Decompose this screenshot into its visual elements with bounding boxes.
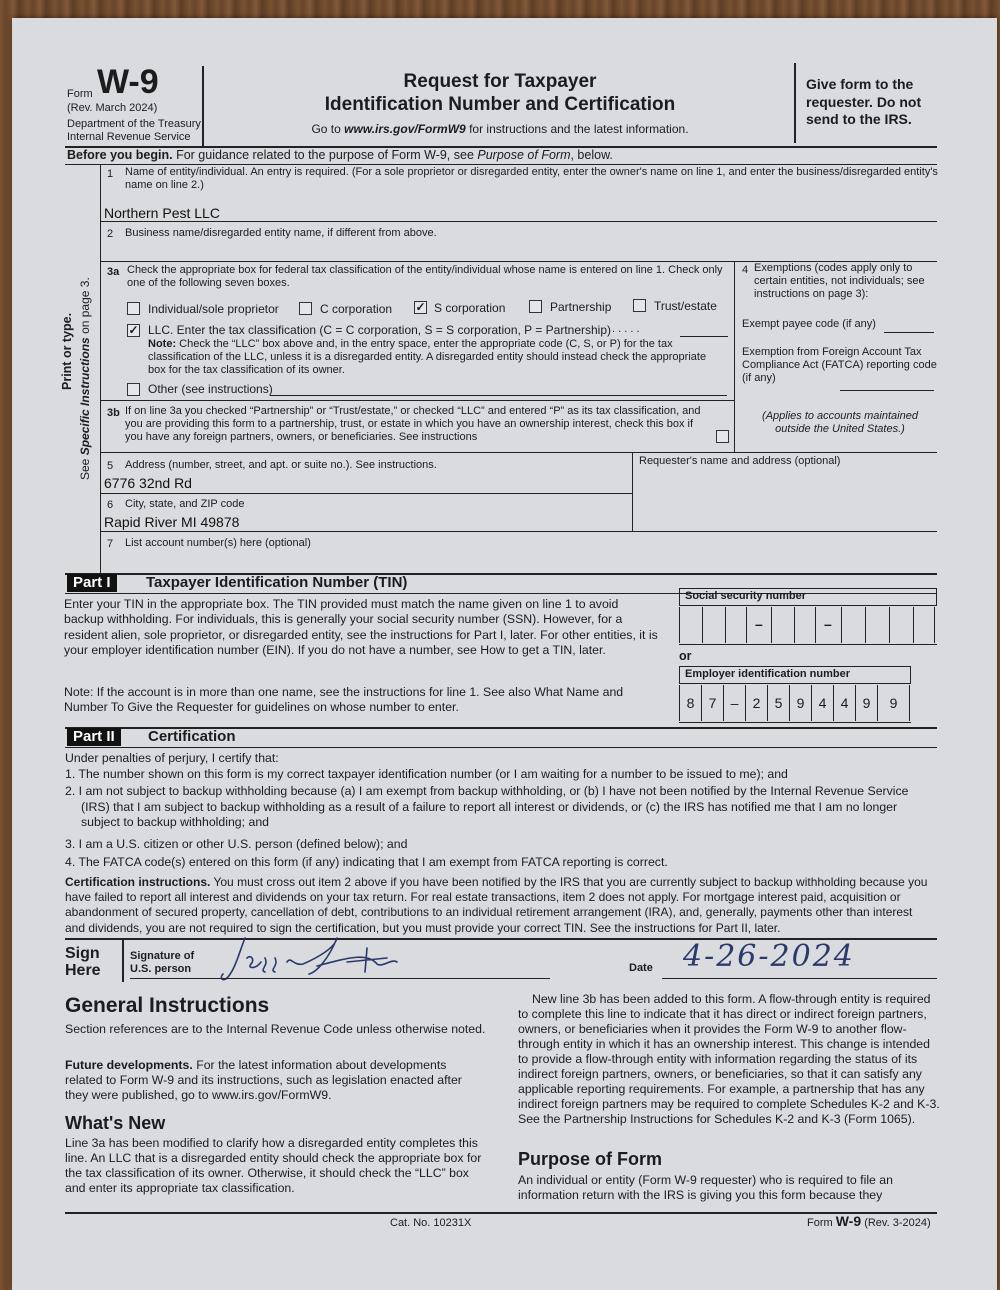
other-entry-field[interactable] bbox=[270, 395, 727, 396]
llc-classification-field[interactable] bbox=[680, 336, 728, 337]
line2-business-name-field[interactable] bbox=[104, 241, 934, 259]
foreign-partners-checkbox[interactable] bbox=[716, 430, 729, 443]
ein-digit: 4 bbox=[833, 685, 855, 721]
ssn-digit-box bbox=[679, 607, 701, 643]
signature-label-2: U.S. person bbox=[130, 963, 192, 975]
exemptions-label: Exemptions (codes apply only to certain entities, not individuals; see instructions on page 3): bbox=[754, 262, 925, 300]
form-label: Form bbox=[67, 88, 93, 100]
before-begin-text: For guidance related to the purpose of Form W-9, see bbox=[176, 148, 474, 162]
line3b-number: 3b bbox=[107, 407, 120, 419]
ein-label: Employer identification number bbox=[685, 668, 851, 680]
goto-suffix: for instructions and the latest information. bbox=[469, 122, 689, 136]
certification-item-3: 3. I am a U.S. citizen or other U.S. person (defined below); and bbox=[65, 837, 408, 851]
rule-line1 bbox=[100, 221, 937, 222]
requester-name-address-field[interactable] bbox=[637, 470, 935, 528]
line1-entity-name-field[interactable]: Northern Pest LLC bbox=[104, 205, 220, 221]
line1-label: Name of entity/individual. An entry is required. (For a sole proprietor or disregarded entity, enter the owner's name on line 1, and enter the business/disregarded entity's name on line 2.) bbox=[125, 166, 938, 191]
fatca-code-field[interactable] bbox=[840, 390, 934, 391]
before-begin-bold: Before you begin. bbox=[67, 148, 173, 162]
rule-line3b bbox=[100, 452, 937, 453]
purpose-of-form-heading: Purpose of Form bbox=[518, 1149, 663, 1169]
line5-label: Address (number, street, and apt. or suite no.). See instructions. bbox=[125, 459, 437, 471]
rule-before-begin bbox=[65, 164, 937, 165]
purpose-of-form-text: An individual or entity (Form W-9 requester) who is required to file an information return with the IRS is giving you this form because they bbox=[518, 1173, 893, 1202]
s-corporation-checkbox[interactable]: ✓ bbox=[415, 300, 426, 314]
part1-instructions: Enter your TIN in the appropriate box. The TIN provided must match the name given on line 1 to avoid backup withholding. For individuals, this is generally your social security number (SSN). However, for a resident alien, sole proprietor, or disregarded entity, see the instructions for Part I, later. For other entities, it is your employer identification number (EIN). If you do not have a number, see How to get a TIN, later. bbox=[64, 597, 658, 657]
ssn-dash: – bbox=[755, 616, 763, 632]
exempt-payee-label: Exempt payee code (if any) bbox=[742, 318, 876, 330]
ssn-field[interactable] bbox=[679, 605, 937, 645]
line1-number: 1 bbox=[107, 168, 114, 180]
account-numbers-field[interactable] bbox=[104, 552, 934, 570]
certification-item-4: 4. The FATCA code(s) entered on this form (if any) indicating that I am exempt from FATCA reporting is correct. bbox=[65, 855, 668, 869]
line5-number: 5 bbox=[107, 460, 114, 472]
line6-label: City, state, and ZIP code bbox=[125, 498, 245, 510]
city-state-zip-field[interactable]: Rapid River MI 49878 bbox=[104, 514, 240, 530]
future-developments-body: For the latest information about developments related to Form W-9 and its instructions, such as legislation enacted after they were published, go to www.irs.gov/FormW9. bbox=[65, 1058, 462, 1102]
header-divider-right bbox=[794, 63, 796, 143]
signature-label-1: Signature of bbox=[130, 950, 195, 962]
internal-revenue-service: Internal Revenue Service bbox=[67, 131, 191, 143]
part1-title: Taxpayer Identification Number (TIN) bbox=[146, 574, 408, 591]
part2-tag: Part II bbox=[67, 728, 121, 746]
footer-form-prefix: Form bbox=[807, 1217, 833, 1229]
line2-label: Business name/disregarded entity name, if different from above. bbox=[125, 227, 437, 239]
line6-number: 6 bbox=[107, 499, 114, 511]
ssn-digit-box bbox=[889, 607, 911, 643]
line3a-label: Check the appropriate box for federal tax classification of the entity/individual whose name is entered on line 1. Check only one of the following seven boxes. bbox=[127, 264, 723, 289]
before-begin-end: , below. bbox=[570, 148, 613, 162]
side-specific-instructions: Specific Instructions bbox=[78, 337, 92, 456]
ssn-dash: – bbox=[824, 616, 832, 632]
rule-line5 bbox=[100, 493, 632, 494]
rule-line3a bbox=[100, 400, 734, 401]
requester-label: Requester's name and address (optional) bbox=[639, 455, 841, 467]
llc-checkbox[interactable]: ✓ bbox=[128, 323, 139, 337]
certification-item-1: 1. The number shown on this form is my correct taxpayer identification number (or I am waiting for a number to be issued to me); and bbox=[65, 767, 788, 781]
ein-digit: 4 bbox=[811, 685, 833, 721]
ein-digit: 8 bbox=[679, 685, 701, 721]
footer-rule bbox=[65, 1212, 937, 1214]
trust-estate-label: Trust/estate bbox=[654, 299, 717, 313]
print-or-type: Print or type. bbox=[60, 312, 74, 390]
line7-number: 7 bbox=[107, 538, 114, 550]
form-name: W-9 bbox=[97, 63, 159, 101]
date-field[interactable]: 4-26-2024 bbox=[683, 939, 855, 974]
cert-instructions-bold: Certification instructions. bbox=[65, 875, 211, 889]
goto-prefix: Go to bbox=[311, 122, 341, 136]
ssn-label: Social security number bbox=[685, 590, 807, 602]
whats-new-text: Line 3a has been modified to clarify how a disregarded entity completes this line. An LLC that is a disregarded entity should check the appropriate box for the tax classification of its owner. Otherwise, it should check the “LLC” box and enter its appropriate tax classification. bbox=[65, 1136, 482, 1195]
ein-field[interactable] bbox=[679, 683, 911, 723]
exempt-payee-field[interactable] bbox=[884, 332, 934, 333]
specific-instructions-note bbox=[78, 277, 92, 480]
individual-label: Individual/sole proprietor bbox=[148, 302, 279, 316]
general-instructions-heading: General Instructions bbox=[65, 994, 270, 1017]
before-you-begin bbox=[67, 148, 613, 163]
c-corporation-label: C corporation bbox=[320, 302, 393, 316]
other-checkbox[interactable] bbox=[127, 383, 140, 396]
ein-digit: 5 bbox=[767, 685, 789, 721]
certification-item-2: 2. I am not subject to backup withholding because (a) I am exempt from backup withholding, or (b) I have not been notified by the Internal Revenue Service (IRS) that I am subject to backup withholding as a result of a failure to report all interest or dividends, or (c) the IRS has notified me that I am no longer subject to backup withholding; and bbox=[65, 784, 909, 829]
w9-form-paper bbox=[12, 18, 997, 1290]
ein-digit: 7 bbox=[701, 685, 723, 721]
llc-note-text: Check the “LLC” box above and, in the entry space, enter the appropriate code (C, S, or P) for the tax classification of the LLC, unless it is a disregarded entity. A disregarded entity should instead check the appropriate box for the tax classification of its owner. bbox=[148, 338, 707, 376]
purpose-of-form-ref: Purpose of Form bbox=[477, 148, 571, 162]
ein-digit: 9 bbox=[855, 685, 877, 721]
footer-form-name: W-9 bbox=[835, 1213, 862, 1229]
future-developments-text bbox=[65, 1058, 487, 1103]
individual-checkbox[interactable] bbox=[127, 302, 140, 315]
date-line bbox=[662, 978, 937, 979]
ssn-digit-box bbox=[702, 607, 724, 643]
fatca-applies-note: (Applies to accounts maintained outside the United States.) bbox=[762, 410, 918, 435]
requester-column-rule bbox=[632, 452, 633, 531]
other-label: Other (see instructions) bbox=[148, 382, 273, 396]
ein-digit: 9 bbox=[877, 685, 910, 721]
form-title-line1: Request for Taxpayer bbox=[403, 71, 597, 92]
line3b-label: If on line 3a you checked “Partnership” or “Trust/estate,” or checked “LLC” and entered “P” as its tax classification, and you are providing this form to a partnership, trust, or estate in which you have an ownership interest, check this box if you have any foreign partners, owners, or beneficiaries. See instructions bbox=[125, 405, 701, 443]
catalog-number: Cat. No. 10231X bbox=[390, 1217, 472, 1229]
signature-field[interactable] bbox=[217, 928, 432, 988]
future-developments-bold: Future developments. bbox=[65, 1058, 193, 1072]
ssn-digit-box bbox=[913, 607, 935, 643]
c-corporation-checkbox[interactable] bbox=[299, 302, 312, 315]
fatca-label: Exemption from Foreign Account Tax Compliance Act (FATCA) reporting code (if any) bbox=[742, 346, 937, 384]
date-label: Date bbox=[629, 962, 653, 974]
partnership-checkbox[interactable] bbox=[529, 300, 542, 313]
line7-label: List account number(s) here (optional) bbox=[125, 537, 311, 549]
certification-intro: Under penalties of perjury, I certify that: bbox=[65, 751, 279, 765]
part2-title: Certification bbox=[148, 728, 236, 745]
goto-instructions bbox=[202, 122, 798, 137]
exemptions-column-rule bbox=[734, 261, 735, 452]
form-revision: (Rev. March 2024) bbox=[67, 102, 158, 114]
signature-line bbox=[130, 978, 550, 979]
signature-ink bbox=[221, 938, 397, 980]
ssn-digit-box bbox=[841, 607, 863, 643]
department-treasury: Department of the Treasury bbox=[67, 118, 201, 130]
footer-form-rev: (Rev. 3-2024) bbox=[864, 1217, 931, 1229]
llc-label: LLC. Enter the tax classification (C = C corporation, S = S corporation, P = Partnership) bbox=[148, 323, 612, 337]
exemptions-number: 4 bbox=[742, 264, 749, 276]
side-column-rule bbox=[100, 164, 101, 574]
form-title-line2: Identification Number and Certification bbox=[324, 94, 676, 115]
part1-tag: Part I bbox=[67, 574, 117, 592]
whats-new-heading: What's New bbox=[65, 1113, 166, 1133]
ssn-digit-box bbox=[865, 607, 887, 643]
partnership-label: Partnership bbox=[550, 300, 612, 314]
side-see: See bbox=[78, 458, 92, 480]
line3a-number: 3a bbox=[107, 266, 120, 278]
ein-dash: – bbox=[723, 685, 745, 721]
footer-form-id bbox=[807, 1215, 931, 1230]
line2-number: 2 bbox=[107, 228, 114, 240]
give-form-note: Give form to the requester. Do not send to the IRS. bbox=[806, 76, 922, 127]
ein-digit: 9 bbox=[789, 685, 811, 721]
ein-digit: 2 bbox=[745, 685, 767, 721]
sign-divider bbox=[122, 940, 124, 982]
line3b-new-text: New line 3b has been added to this form. A flow-through entity is required to complete this line to indicate that it has direct or indirect foreign partners, owners, or beneficiaries when it provides the Form W-9 to another flow-through entity in which it has an ownership interest. This change is intended to provide a flow-through entity with information regarding the status of its indirect foreign partners, owners, or beneficiaries, so that it can satisfy any applicable reporting requirements. For example, a partnership that has any indirect foreign partners may be required to complete Schedules K-2 and K-3. See the Partnership Instructions for Schedules K-2 and K-3 (Form 1065). bbox=[518, 992, 940, 1126]
here-label: Here bbox=[65, 962, 101, 979]
rule-line6 bbox=[100, 531, 937, 532]
part1-note: Note: If the account is in more than one name, see the instructions for line 1. See also What Name and Number To Give the Requester for guidelines on whose number to enter. bbox=[64, 685, 624, 715]
cert-instructions-text: You must cross out item 2 above if you have been notified by the IRS that you are currently subject to backup withholding because you have failed to report all interest and dividends on your tax return. For real estate transactions, item 2 does not apply. For mortgage interest paid, acquisition or abandonment of secured property, cancellation of debt, contributions to an individual retirement arrangement (IRA), and, generally, payments other than interest and dividends, you are not required to sign the certification, but you must provide your correct TIN. See the instructions for Part II, later. bbox=[65, 875, 928, 935]
ssn-digit-box bbox=[771, 607, 793, 643]
ssn-or-ein: or bbox=[679, 649, 692, 663]
trust-estate-checkbox[interactable] bbox=[633, 299, 646, 312]
irs-url-link[interactable]: www.irs.gov/FormW9 bbox=[344, 122, 466, 136]
side-page3: on page 3. bbox=[78, 277, 92, 334]
s-corporation-label: S corporation bbox=[434, 301, 506, 315]
ssn-digit-box bbox=[725, 607, 747, 643]
section-references-text: Section references are to the Internal Revenue Code unless otherwise noted. bbox=[65, 1022, 486, 1036]
sign-label: Sign bbox=[65, 945, 100, 962]
llc-note bbox=[148, 338, 726, 377]
address-field[interactable]: 6776 32nd Rd bbox=[104, 475, 192, 491]
llc-note-bold: Note: bbox=[148, 338, 177, 350]
llc-leader-dots: . . . . . bbox=[612, 323, 640, 335]
ssn-digit-box bbox=[794, 607, 816, 643]
rule-part2-title bbox=[65, 747, 937, 748]
certification-instructions bbox=[65, 875, 935, 936]
